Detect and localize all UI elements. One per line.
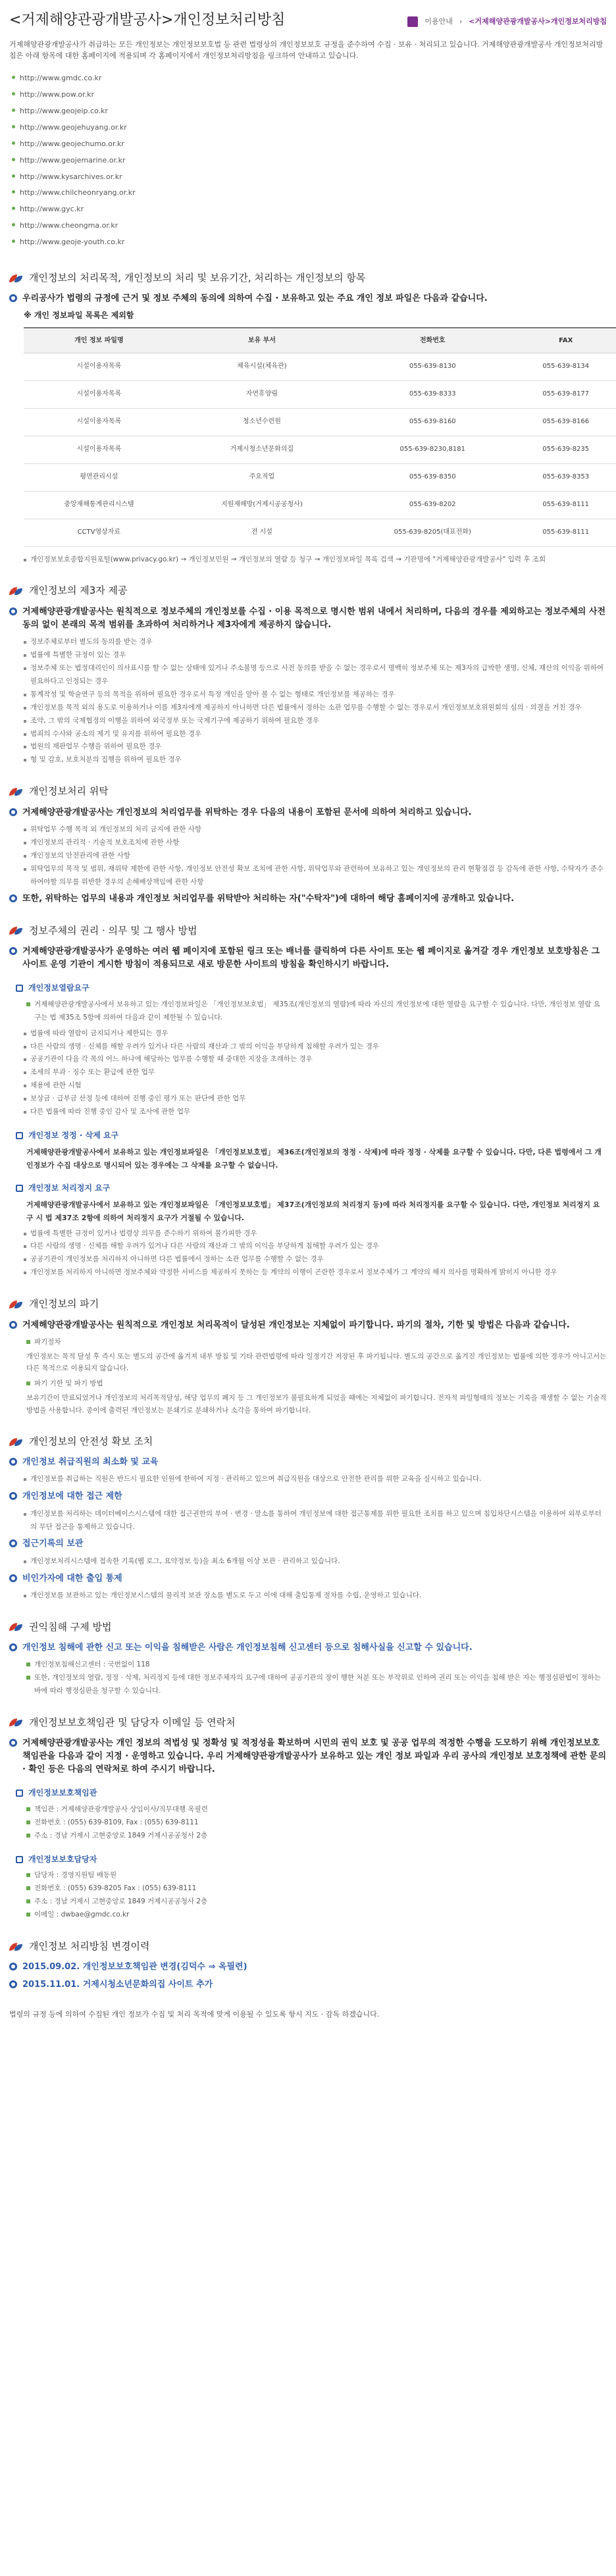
list-item: 개인정보를 처리하는 데이터베이스시스템에 대한 접근권한의 부여 · 변경 · 말소를 통하여 개인정보에 대한 접근통제를 위한 필요한 조치를 하고 있으며 침입차단시스템을 이용하여 외부로부터의 무단 접근을 통제하고 있습니다. <box>24 1508 607 1534</box>
list-item: 주소 : 경남 거제시 고현중앙로 1849 거제시공공청사 2층 <box>26 1895 607 1909</box>
site-link[interactable]: http://www.cheongma.or.kr <box>12 218 607 234</box>
green-bullet-icon <box>26 1002 30 1006</box>
circle-bullet-icon <box>9 1643 17 1651</box>
list-item: 파기절차 <box>26 1336 607 1349</box>
lead-text: 또한, 위탁하는 업무의 내용과 개인정보 처리업무를 위탁받아 처리하는 자("수탁자")에 대하여 해당 홈페이지에 공개하고 있습니다. <box>9 892 607 906</box>
circle-bullet-icon <box>9 894 17 902</box>
circle-bullet-icon <box>9 1739 17 1747</box>
footnote-list <box>24 554 607 567</box>
table-cell: 055-639-8177 <box>515 380 616 408</box>
bullet-list <box>24 636 607 767</box>
table-header-row <box>24 328 616 353</box>
table-cell: 055-639-8230,8181 <box>349 436 515 463</box>
table-cell: 거제시청소년문화의집 <box>174 436 349 463</box>
site-link[interactable]: http://www.pow.or.kr <box>12 87 607 103</box>
table-cell: 청소년수련원 <box>174 408 349 436</box>
table-row <box>24 408 616 436</box>
table-row <box>24 436 616 463</box>
list-item: 위탁업무의 목적 및 범위, 재위탁 제한에 관한 사항, 개인정보 안전성 확보 조치에 관한 사항, 위탁업무와 관련하여 보유하고 있는 개인정보의 관리 현황점검 등 감독에 관한 사항, 수탁자가 준수하여야할 의무를 위반한 경우의 손해배상책임에 관한 사항 <box>24 863 607 889</box>
list-item: 조세의 부과 · 징수 또는 환급에 관한 업무 <box>24 1066 607 1079</box>
breadcrumb-current: <거제해양관광개발공사>개인정보처리방침 <box>469 17 607 26</box>
site-link[interactable]: http://www.geojehuyang.or.kr <box>12 120 607 136</box>
list-item: 법률에 특별한 규정이 있는 경우 <box>24 649 607 662</box>
table-cell: 055-639-8166 <box>515 408 616 436</box>
privacy-file-table <box>24 327 616 547</box>
section-heading: 개인정보의 파기 <box>9 1297 607 1312</box>
section-outsourcing <box>9 784 607 906</box>
table-cell: 055-639-8134 <box>515 353 616 380</box>
section-bullet-icon <box>9 1299 24 1310</box>
site-link[interactable]: http://www.geojeip.co.kr <box>12 103 607 120</box>
list-item: 개인정보의 안전관리에 관한 사항 <box>24 850 607 863</box>
bullet-list <box>24 1027 607 1120</box>
list-item: 주소 : 경남 거제시 고현중앙로 1849 거제시공공청사 2층 <box>26 1830 607 1843</box>
table-cell: 055-639-8111 <box>515 519 616 546</box>
section-bullet-icon <box>9 925 24 936</box>
subsection-heading: 개인정보 정정 · 삭제 요구 <box>16 1129 607 1142</box>
section-bullet-icon <box>9 586 24 596</box>
section-bullet-icon <box>9 1717 24 1728</box>
table-cell: 055-639-8333 <box>349 380 515 408</box>
circle-bullet-icon <box>9 1963 17 1971</box>
bullet-list <box>24 823 607 889</box>
list-item: 개인정보를 목적 외의 용도로 이용하거나 이를 제3자에게 제공하지 아니하면 다른 법률에서 정하는 소관 업무를 수행할 수 없는 경우로서 개인정보보호위원회의 심의 · 의결을 거친 경우 <box>24 702 607 715</box>
section-heading: 개인정보의 안전성 확보 조치 <box>9 1434 607 1449</box>
lead-text: 거제해양관광개발공사는 원칙적으로 개인정보 처리목적이 달성된 개인정보는 지체없이 파기합니다. 파기의 절차, 기한 및 방법은 다음과 같습니다. <box>9 1319 607 1332</box>
circle-bullet-icon <box>9 1980 17 1988</box>
table-cell: 055-639-8202 <box>349 491 515 519</box>
table-cell: 시설이용자목록 <box>24 353 174 380</box>
list-item: 정보주체로부터 별도의 동의를 받는 경우 <box>24 636 607 649</box>
lead-text: 개인정보 취급직원의 최소화 및 교육 <box>9 1456 607 1469</box>
home-icon[interactable] <box>407 16 418 27</box>
section-contacts <box>9 1715 607 1922</box>
circle-bullet-icon <box>9 1539 17 1547</box>
table-cell: 055-639-8353 <box>515 463 616 491</box>
list-item: 거제해양관광개발공사에서 보유하고 있는 개인정보파일은 「개인정보보호법」 제35조(개인정보의 열람)에 따라 자신의 개인정보에 대한 열람을 요구할 수 있습니다. 다만, 개인정보 열람 요구는 법 제35조 5항에 의하여 다음과 같이 제한될 수 있습니다. <box>26 998 607 1025</box>
lead-text: 우리공사가 법령의 규정에 근거 및 정보 주체의 동의에 의하여 수집 · 보유하고 있는 주요 개인 정보 파일은 다음과 같습니다. <box>9 292 607 305</box>
paragraph: 개인정보는 목적 달성 후 즉시 또는 별도의 공간에 옮겨져 내부 방침 및 기타 관련법령에 따라 일정기간 저장된 후 파기됩니다. 별도의 공간으로 옮겨진 개인정보는 법률에 의한 경우가 아니고서는 다른 목적으로 이용되지 않습니다. <box>26 1352 607 1373</box>
table-cell: 시설이용자목록 <box>24 436 174 463</box>
section-heading: 개인정보보호책임관 및 담당자 이메일 등 연락처 <box>9 1715 607 1730</box>
list-item: 보상금 · 급부금 산정 등에 대하여 진행 중인 평가 또는 판단에 관한 업무 <box>24 1093 607 1106</box>
square-bullet-icon <box>16 1790 23 1797</box>
intro-text: 거제해양관광개발공사가 취급하는 모든 개인정보는 개인정보보호법 등 관련 법령상의 개인정보보호 규정을 준수하여 수집 · 보유 · 처리되고 있습니다. 거제해양관광개발공사 개인정보처리방침은 아래 항목에 대한 홈페이지에 적용되며 각 홈페이지에서 개인정보처리방침을 링크하여 안내하고 있습니다. <box>9 40 603 61</box>
list-item: 법률에 특별한 규정이 있거나 법령상 의무를 준수하기 위하여 불가피한 경우 <box>24 1227 607 1241</box>
footnote-item: 개인정보보호종합지원포털(www.privacy.go.kr) → 개인정보민원 → 개인정보의 열람 등 청구 → 개인정보파일 목록 검색 → 기관명에 "거제해양관광개발공사" 입력 후 조회 <box>24 554 607 567</box>
lead-text: 2015.11.01. 거제시청소년문화의집 사이트 추가 <box>9 1978 607 1992</box>
square-bullet-icon <box>16 1856 23 1863</box>
list-item: 정보주체 또는 법정대리인이 의사표시를 할 수 없는 상태에 있거나 주소불명 등으로 사전 동의를 받을 수 없는 경우로서 명백히 정보주체 또는 제3자의 급박한 생명, 신체, 재산의 이익을 위하여 필요하다고 인정되는 경우 <box>24 662 607 688</box>
section-bullet-icon <box>9 1942 24 1952</box>
lead-text: 거제해양관광개발공사는 개인 정보의 적법성 및 정확성 및 적정성을 확보하며 시민의 권익 보호 및 공공 업무의 적정한 수행을 도모하기 위해 개인정보보호책임관을 다음과 같이 지정 · 운영하고 있습니다. 우리 거제해양관광개발공사가 보유하고 있는 개인 정보 파일과 우리 공사의 개인정보 보호정책에 관한 문의 · 확인 등은 다음의 연락처로 하여 주시기 바랍니다. <box>9 1737 607 1776</box>
section-heading: 개인정보의 처리목적, 개인정보의 처리 및 보유기간, 처리하는 개인정보의 항목 <box>9 270 607 286</box>
list-item: 개인정보를 처리하지 아니하면 정보주체와 약정한 서비스를 제공하지 못하는 등 계약의 이행이 곤란한 경우로서 정보주체가 그 계약의 해지 의사를 명확하게 밝히지 아니한 경우 <box>24 1266 607 1279</box>
circle-bullet-icon <box>9 294 17 302</box>
circle-bullet-icon <box>9 947 17 955</box>
lead-text: 개인정보에 대한 접근 제한 <box>9 1490 607 1503</box>
bullet-list <box>24 1589 607 1603</box>
subsection-list <box>26 1659 607 1698</box>
section-rights <box>9 923 607 1280</box>
table-cell: 055-639-8160 <box>349 408 515 436</box>
table-cell: CCTV영상자료 <box>24 519 174 546</box>
subsection-text: 거제해양관광개발공사에서 보유하고 있는 개인정보파일은 「개인정보보호법」 제37조(개인정보의 처리정지 등)에 따라 처리정지를 요구할 수 있습니다. 다만, 개인정보 처리정지 요구 시 법 제37조 2항에 의하여 처리정지 요구가 거절될 수 있습니다. <box>26 1200 600 1222</box>
green-bullet-icon <box>26 1662 30 1666</box>
table-cell: 055-639-8350 <box>349 463 515 491</box>
bullet-list <box>24 1555 607 1568</box>
list-item: 개인정보침해신고센터 : 국번없이 118 <box>26 1659 607 1672</box>
lead-text: 비인가자에 대한 출입 통제 <box>9 1572 607 1585</box>
section-history <box>9 1939 607 1992</box>
square-bullet-icon <box>16 1132 23 1139</box>
subsection-list <box>26 1378 607 1391</box>
section-bullet-icon <box>9 1622 24 1632</box>
circle-bullet-icon <box>9 1458 17 1466</box>
list-item: 또한, 개인정보의 열람, 정정 · 삭제, 처리정지 등에 대한 정보주체자의 요구에 대하여 공공기관의 장이 행한 처분 또는 부작위로 인하여 권리 또는 이익을 침해 받은 자는 행정심판법이 정하는 바에 따라 행정심판을 청구할 수 있습니다. <box>26 1672 607 1698</box>
green-bullet-icon <box>26 1807 30 1811</box>
table-row <box>24 519 616 546</box>
note-text: ※ 개인 정보파일 목록은 제외함 <box>24 311 134 321</box>
site-link[interactable]: http://www.kysarchives.or.kr <box>12 169 607 186</box>
officer-info <box>26 1803 607 1843</box>
site-link[interactable]: http://www.geoje-youth.co.kr <box>12 234 607 251</box>
table-cell: 중앙재해통계관리시스템 <box>24 491 174 519</box>
table-cell: 자연휴양림 <box>174 380 349 408</box>
breadcrumb-item[interactable]: 이용안내 <box>424 17 453 26</box>
table-cell: 055-639-8130 <box>349 353 515 380</box>
paragraph: 보유기간이 만료되었거나 개인정보의 처리목적달성, 해당 업무의 폐지 등 그 개인정보가 불필요하게 되었을 때에는 지체없이 파기합니다. 전자적 파일형태의 정보는 기록을 재생할 수 없는 기술적 방법을 사용합니다. 종이에 출력된 개인정보는 분쇄기로 분쇄하거나 소각을 통하여 파기합니다. <box>26 1394 607 1415</box>
list-item: 책임관 : 거제해양관광개발공사 상임이사/직무대행 옥필련 <box>26 1803 607 1816</box>
lead-text: 거제해양관광개발공사는 원칙적으로 정보주체의 개인정보를 수집 · 이용 목적으로 명시한 범위 내에서 처리하며, 다음의 경우를 제외하고는 정보주체의 사전 동의 없이 본래의 목적 범위를 초과하여 처리하거나 제3자에게 제공하지 않습니다. <box>9 605 607 632</box>
green-bullet-icon <box>26 1886 30 1890</box>
list-item: 조약, 그 밖의 국제협정의 이행을 위하여 외국정부 또는 국제기구에 제공하기 위하여 필요한 경우 <box>24 715 607 728</box>
list-item: 다른 사람의 생명 · 신체를 해할 우려가 있거나 다른 사람의 재산과 그 밖의 이익을 부당하게 침해할 우려가 있는 경우 <box>24 1240 607 1253</box>
green-bullet-icon <box>26 1913 30 1917</box>
manager-info <box>26 1869 607 1922</box>
section-bullet-icon <box>9 273 24 284</box>
table-row <box>24 380 616 408</box>
lead-text: 접근기록의 보관 <box>9 1537 607 1551</box>
table-header: FAX <box>515 328 616 353</box>
table-row <box>24 463 616 491</box>
subsection-heading: 개인정보보호책임관 <box>16 1787 607 1799</box>
green-bullet-icon <box>26 1676 30 1680</box>
table-cell: 055-639-8235 <box>515 436 616 463</box>
section-destruction <box>9 1297 607 1417</box>
table-cell: 055-639-8205(대표전화) <box>349 519 515 546</box>
green-bullet-icon <box>26 1381 30 1385</box>
table-row <box>24 491 616 519</box>
list-item: 범죄의 수사와 공소의 제기 및 유지를 위하여 필요한 경우 <box>24 728 607 741</box>
table-cell: 전 시설 <box>174 519 349 546</box>
site-link[interactable]: http://www.geojechumo.or.kr <box>12 136 607 153</box>
section-bullet-icon <box>9 1437 24 1447</box>
circle-bullet-icon <box>9 607 17 615</box>
list-item: 공공기관이 다음 각 목의 어느 하나에 해당하는 업무를 수행할 때 중대한 지장을 초래하는 경우 <box>24 1053 607 1066</box>
list-item: 전화번호 : (055) 639-8205 Fax : (055) 639-8111 <box>26 1882 607 1895</box>
list-item <box>26 1909 607 1922</box>
site-link-list <box>12 70 607 251</box>
site-link[interactable]: http://www.geojemarine.or.kr <box>12 153 607 169</box>
list-item: 채용에 관한 시험 <box>24 1079 607 1093</box>
list-item: 다른 법률에 따라 진행 중인 감사 및 조사에 관한 업무 <box>24 1106 607 1119</box>
section-heading: 개인정보 처리방침 변경이력 <box>9 1939 607 1954</box>
green-bullet-icon <box>26 1820 30 1824</box>
section-heading: 정보주체의 권리 · 의무 및 그 행사 방법 <box>9 923 607 939</box>
footer-text: 법령의 규정 등에 의하여 수집된 개인 정보가 수집 및 처리 목적에 맞게 이용될 수 있도록 항시 지도 · 감독 하겠습니다. <box>9 2009 380 2019</box>
circle-bullet-icon <box>9 1492 17 1500</box>
list-item: 통계작성 및 학술연구 등의 목적을 위하여 필요한 경우로서 특정 개인을 알아 볼 수 없는 형태로 개인정보를 제공하는 경우 <box>24 688 607 702</box>
list-item: 위탁업무 수행 목적 외 개인정보의 처리 금지에 관한 사항 <box>24 823 607 837</box>
section-security <box>9 1434 607 1603</box>
list-item: 개인정보의 관리적 · 기술적 보호조치에 관한 사항 <box>24 837 607 850</box>
square-bullet-icon <box>16 1185 23 1192</box>
table-cell: 평면관리시설 <box>24 463 174 491</box>
section-remedy <box>9 1620 607 1698</box>
section-bullet-icon <box>9 786 24 797</box>
green-bullet-icon <box>26 1899 30 1903</box>
section-heading: 개인정보의 제3자 제공 <box>9 583 607 598</box>
email-link[interactable]: 이메일 : dwbae@gmdc.co.kr <box>34 1911 130 1919</box>
bullet-list <box>24 1227 607 1280</box>
lead-text: 2015.09.02. 개인정보보호책임관 변경(김덕수 ⇒ 옥필련) <box>9 1961 607 1974</box>
list-item: 법원의 재판업무 수행을 위하여 필요한 경우 <box>24 740 607 754</box>
site-link[interactable]: http://www.gmdc.co.kr <box>12 70 607 87</box>
green-bullet-icon <box>26 1873 30 1877</box>
bullet-list <box>24 1508 607 1534</box>
list-item: 법률에 따라 열람이 금지되거나 제한되는 경우 <box>24 1027 607 1041</box>
table-header: 개인 정보 파일명 <box>24 328 174 353</box>
table-cell: 체육시설(체육관) <box>174 353 349 380</box>
list-item: 개인정보를 보관하고 있는 개인정보시스템의 물리적 보관 장소를 별도로 두고 이에 대해 출입통제 절차를 수립, 운영하고 있습니다. <box>24 1589 607 1603</box>
list-item: 전화번호 : (055) 639-8109, Fax : (055) 639-8111 <box>26 1816 607 1830</box>
circle-bullet-icon <box>9 1321 17 1329</box>
section-heading: 권익침해 구제 방법 <box>9 1620 607 1635</box>
table-cell: 055-639-8111 <box>515 491 616 519</box>
page-title: <거제해양관광개발공사>개인정보처리방침 <box>9 12 286 28</box>
green-bullet-icon <box>26 1340 30 1344</box>
square-bullet-icon <box>16 985 23 992</box>
list-item: 개인정보를 취급하는 직원은 반드시 필요한 인원에 한하여 지정 · 관리하고 있으며 취급직원을 대상으로 안전한 관리를 위한 교육을 실시하고 있습니다. <box>24 1473 607 1486</box>
table-row <box>24 353 616 380</box>
list-item: 개인정보처리시스템에 접속한 기록(웹 로그, 요약정보 등)을 최소 6개월 이상 보관 · 관리하고 있습니다. <box>24 1555 607 1568</box>
site-link[interactable]: http://www.chilcheonryang.or.kr <box>12 185 607 201</box>
list-item: 담당자 : 경영지원팀 배동원 <box>26 1869 607 1882</box>
bullet-list <box>24 1473 607 1486</box>
subsection-list <box>26 1336 607 1349</box>
green-bullet-icon <box>26 1834 30 1838</box>
lead-text: 거제해양관광개발공사는 개인정보의 처리업무를 위탁하는 경우 다음의 내용이 포함된 문서에 의하여 처리하고 있습니다. <box>9 806 607 819</box>
list-item: 다른 사람의 생명 · 신체를 해할 우려가 있거나 다른 사람의 재산과 그 밖의 이익을 부당하게 침해할 우려가 있는 경우 <box>24 1041 607 1054</box>
table-cell: 시설이용자목록 <box>24 408 174 436</box>
site-link[interactable]: http://www.gyc.kr <box>12 201 607 218</box>
circle-bullet-icon <box>9 808 17 816</box>
table-header: 보유 부서 <box>174 328 349 353</box>
circle-bullet-icon <box>9 1574 17 1582</box>
subsection-heading: 개인정보보호담당자 <box>16 1853 607 1866</box>
section-heading: 개인정보처리 위탁 <box>9 784 607 799</box>
subsection-heading: 개인정보열람요구 <box>16 982 607 994</box>
table-cell: 주요직업 <box>174 463 349 491</box>
subsection-heading: 개인정보 처리정지 요구 <box>16 1182 607 1195</box>
table-cell: 지원재해방(거제시공공청사) <box>174 491 349 519</box>
table-header: 전화번호 <box>349 328 515 353</box>
section-third-party <box>9 583 607 767</box>
list-item: 형 및 감호, 보호처분의 집행을 위하여 필요한 경우 <box>24 754 607 767</box>
lead-text: 개인정보 침해에 관한 신고 또는 이익을 침해받은 사람은 개인정보침해 신고센터 등으로 침해사실을 신고할 수 있습니다. <box>9 1641 607 1655</box>
subsection-list <box>26 998 607 1025</box>
breadcrumb-sep: › <box>459 17 463 26</box>
subsection-text: 거제해양관광개발공사에서 보유하고 있는 개인정보파일은 「개인정보보호법」 제36조(개인정보의 정정 · 삭제)에 따라 정정 · 삭제를 요구할 수 있습니다. 다만, 다른 법령에서 그 개인정보가 수집 대상으로 명시되어 있는 경우에는 그 삭제를 요구할 수 없습니다. <box>26 1147 602 1170</box>
list-item: 파기 기한 및 파기 방법 <box>26 1378 607 1391</box>
table-cell: 시설이용자목록 <box>24 380 174 408</box>
lead-text: 거제해양관광개발공사가 운영하는 여러 웹 페이지에 포함된 링크 또는 배너를 클릭하여 다른 사이트 또는 웹 페이지로 옮겨갈 경우 개인정보 보호방침은 그 사이트 운영 기관이 게시한 방침이 적용되므로 새로 방문한 사이트의 방침을 확인하시기 바랍니다. <box>9 945 607 971</box>
list-item: 공공기관이 개인정보를 처리하지 아니하면 다른 법률에서 정하는 소관 업무를 수행할 수 없는 경우 <box>24 1253 607 1266</box>
section-purpose <box>9 270 607 566</box>
